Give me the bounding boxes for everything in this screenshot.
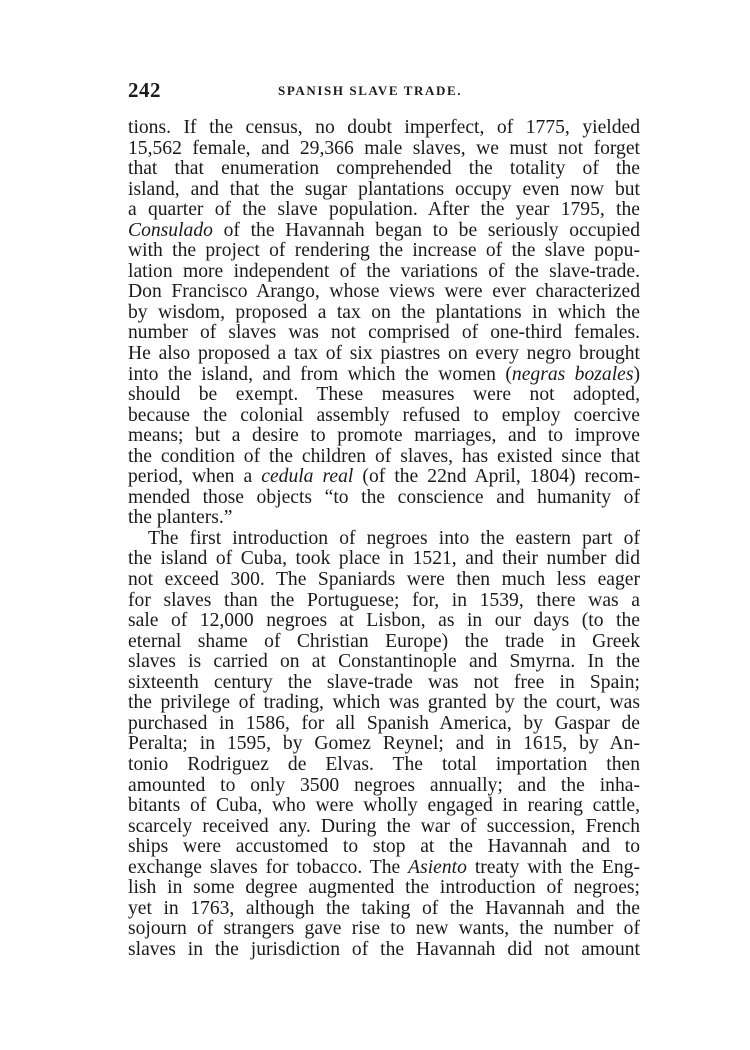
text-segment: bitants of Cuba, who were wholly engaged in rearing cattle, <box>128 795 640 817</box>
text-line <box>128 406 640 427</box>
text-line <box>128 529 640 550</box>
text-line <box>128 776 640 797</box>
text-line <box>128 714 640 735</box>
text-segment: lish in some degree augmented the introduction of negroes; <box>128 877 640 899</box>
paragraph <box>128 529 640 960</box>
text-segment: (of the 22nd April, 1804) recom- <box>353 466 641 488</box>
text-line <box>128 303 640 324</box>
text-segment: yet in 1763, although the taking of the Havannah and the <box>128 897 640 919</box>
text-segment: for slaves than the Portuguese; for, in 1539, there was a <box>128 589 640 611</box>
italic-term: Asiento <box>408 856 467 878</box>
running-head <box>128 78 640 102</box>
text-line <box>128 365 640 386</box>
italic-term: cedula real <box>261 466 354 488</box>
text-segment: sale of 12,000 negroes at Lisbon, as in our days (to the <box>128 610 640 632</box>
text-segment: number of slaves was not comprised of one-third females. <box>128 322 640 344</box>
body-text <box>128 118 640 960</box>
text-line <box>128 200 640 221</box>
text-segment: should be exempt. These measures were not adopted, <box>128 384 640 406</box>
text-line <box>128 919 640 940</box>
text-line <box>128 632 640 653</box>
text-line <box>128 734 640 755</box>
text-line <box>128 508 640 529</box>
text-line <box>128 344 640 365</box>
text-line <box>128 837 640 858</box>
text-segment: period, when a <box>128 466 262 488</box>
text-line <box>128 693 640 714</box>
italic-term: Consulado <box>128 219 213 241</box>
text-line <box>128 385 640 406</box>
text-line <box>128 447 640 468</box>
text-segment: a quarter of the slave population. After the year 1795, the <box>128 199 640 221</box>
text-segment: exchange slaves for tobacco. The <box>128 856 409 878</box>
text-segment: slaves in the jurisdiction of the Havannah did not amount <box>128 938 640 960</box>
text-segment: The first introduction of negroes into the eastern part of <box>148 527 640 549</box>
text-line <box>128 878 640 899</box>
text-line <box>128 426 640 447</box>
paragraph <box>128 118 640 529</box>
text-line <box>128 323 640 344</box>
text-segment: ships were accustomed to stop at the Havannah and to <box>128 836 640 858</box>
text-segment: island, and that the sugar plantations occupy even now but <box>128 178 640 200</box>
text-segment: amounted to only 3500 negroes annually; and the inha- <box>128 774 640 796</box>
text-line <box>128 467 640 488</box>
text-segment: slaves is carried on at Constantinople and Smyrna. In the <box>128 651 640 673</box>
text-line <box>128 488 640 509</box>
text-line <box>128 940 640 961</box>
text-segment: with the project of rendering the increase of the slave popu- <box>128 240 640 262</box>
text-segment: the condition of the children of slaves, has existed since that <box>128 445 640 467</box>
text-segment: tonio Rodriguez de Elvas. The total importation then <box>128 753 640 775</box>
text-segment: means; but a desire to promote marriages, and to improve <box>128 425 640 447</box>
running-head-title: SPANISH SLAVE TRADE. <box>278 83 463 98</box>
text-line <box>128 673 640 694</box>
text-segment: Peralta; in 1595, by Gomez Reynel; and in 1615, by An- <box>128 733 640 755</box>
text-line <box>128 282 640 303</box>
italic-term: negras bozales <box>511 363 634 385</box>
text-segment: sojourn of strangers gave rise to new wants, the number of <box>128 918 640 940</box>
text-line <box>128 139 640 160</box>
text-line <box>128 570 640 591</box>
text-segment: Don Francisco Arango, whose views were ever characterized <box>128 281 640 303</box>
text-segment: mended those objects “to the conscience and humanity of <box>128 486 640 508</box>
text-segment: by wisdom, proposed a tax on the plantations in which the <box>128 301 640 323</box>
text-segment: treaty with the Eng- <box>466 856 640 878</box>
text-line <box>128 159 640 180</box>
text-line <box>128 180 640 201</box>
page-number: 242 <box>128 78 161 102</box>
text-line <box>128 221 640 242</box>
text-segment: scarcely received any. During the war of succession, French <box>128 815 640 837</box>
text-segment: eternal shame of Christian Europe) the trade in Greek <box>128 630 640 652</box>
text-line <box>128 241 640 262</box>
text-segment: that that enumeration comprehended the totality of the <box>128 158 640 180</box>
text-line <box>128 796 640 817</box>
text-segment: purchased in 1586, for all Spanish America, by Gaspar de <box>128 712 640 734</box>
text-line <box>128 858 640 879</box>
text-line <box>128 591 640 612</box>
text-segment: the privilege of trading, which was granted by the court, was <box>128 692 640 714</box>
text-line <box>128 118 640 139</box>
text-line <box>128 549 640 570</box>
text-line <box>128 611 640 632</box>
text-line <box>128 755 640 776</box>
text-segment: because the colonial assembly refused to employ coercive <box>128 404 640 426</box>
text-segment: He also proposed a tax of six piastres on every negro brought <box>128 343 640 365</box>
text-segment: into the island, and from which the women ( <box>128 363 512 385</box>
text-line <box>128 817 640 838</box>
text-segment: lation more independent of the variations of the slave-trade. <box>128 260 640 282</box>
text-line <box>128 262 640 283</box>
text-segment: the island of Cuba, took place in 1521, and their number did <box>128 548 640 570</box>
text-segment: the planters.” <box>128 507 233 529</box>
text-segment: sixteenth century the slave-trade was not free in Spain; <box>128 671 640 693</box>
text-segment: of the Havannah began to be seriously occupied <box>212 219 640 241</box>
text-segment: ) <box>633 363 640 385</box>
text-segment: tions. If the census, no doubt imperfect, of 1775, yielded <box>128 117 640 138</box>
text-segment: not exceed 300. The Spaniards were then much less eager <box>128 569 640 591</box>
text-line <box>128 652 640 673</box>
text-line <box>128 899 640 920</box>
text-segment: 15,562 female, and 29,366 male slaves, we must not forget <box>128 137 640 159</box>
